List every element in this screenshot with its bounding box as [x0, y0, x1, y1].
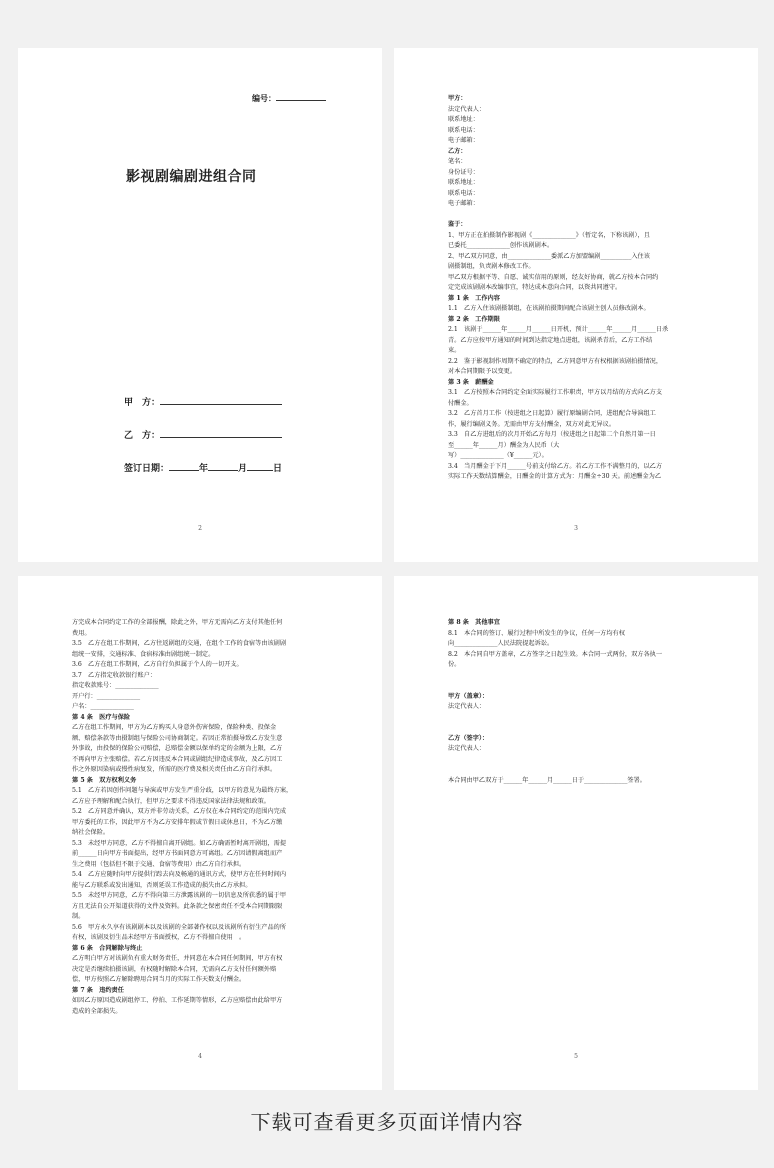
contract-line: 3.7 乙方指定收款银行账户：	[72, 671, 157, 679]
contract-line: 法定代表人：	[448, 745, 486, 752]
page-number: 2	[198, 525, 202, 532]
contract-line: 甲乙双方根据平等、自愿、诚实信用的原则，经友好协商，就乙方按本合同约	[448, 273, 659, 281]
sign-date-line: 签订日期： 年 月 日	[124, 461, 282, 474]
contract-line: 电子邮箱：	[448, 137, 479, 144]
contract-line: 至______年______月）酬金为人民币（大	[448, 441, 560, 449]
party-b-blank	[160, 428, 282, 438]
contract-line: 偿，甲方按照乙方解除聘用合同当月的实际工作天数支付酬金。	[72, 976, 246, 983]
section-heading: 第 8 条 其他事宜	[448, 619, 500, 626]
contract-line: 3.4 当月酬金于下月______号前支付给乙方。若乙方工作不满整月的，以乙方	[448, 462, 663, 470]
contract-line: 5.2 乙方同意并确认，双方并非劳动关系，乙方仅在本合同约定的范围内完成	[72, 808, 287, 815]
section-heading: 第 6 条 合同解除与终止	[72, 944, 143, 952]
contract-line: 2.1 该剧于______年______月______日开机，预计______年______月______日杀	[448, 326, 669, 333]
cover-page	[18, 48, 382, 562]
contract-line: 5.4 乙方应随时向甲方提供行踪去向及畅通的通讯方式，使甲方在任何时间内	[72, 871, 287, 878]
section-heading: 第 1 条 工作内容	[448, 294, 500, 302]
contract-line: 向______________人民法院提起诉讼。	[448, 640, 554, 647]
contract-line: 付酬金。	[448, 399, 473, 407]
contract-line: 纳社会保险。	[72, 829, 110, 836]
contract-line: 乙方明白甲方对该剧负有重大财务责任，并同意在本合同任何期间，甲方有权	[72, 955, 283, 962]
contract-title: 影视剧编剧进组合同	[126, 169, 257, 185]
contract-line: 写）______________（¥______元）。	[448, 452, 548, 459]
contract-line: 作之外原因染病或慢性病复发，所需的医疗费及相关责任由乙方自行承担。	[72, 766, 277, 773]
contract-line	[448, 765, 712, 776]
contract-line: 乙方应予理解和配合执行，但甲方之要求不得违反国家法律法规和政策。	[72, 797, 270, 805]
page-number: 5	[574, 1053, 578, 1060]
contract-line	[448, 210, 712, 221]
contract-line: 身份证号：	[448, 168, 479, 176]
contract-page-4	[18, 576, 382, 1090]
contract-line: 联系地址：	[448, 179, 479, 186]
contract-line: 剧摄制组，负责剧本修改工作。	[448, 263, 535, 270]
contract-line: 如因乙方原因造成剧组停工、停拍、工作延期等情形，乙方应赔偿由此给甲方	[72, 997, 283, 1004]
contract-line: 3.6 乙方在组工作期间，乙方自行负担属于个人的一切开支。	[72, 661, 243, 668]
contract-line: 方且无法自公开渠道获得的文件及资料。此条款之保密责任不受本合同期限限	[72, 902, 283, 910]
contract-page-3	[394, 48, 758, 562]
contract-line: 2.2 鉴于影视制作周期不确定的特点，乙方同意甲方有权根据该剧拍摄情况，	[448, 357, 663, 365]
section-heading: 第 7 条 违约责任	[72, 986, 124, 994]
contract-line: 5.6 甲方永久享有该剧剧本以及该剧的全部著作权以及该剧所有衍生产品的所	[72, 923, 287, 931]
section-heading: 乙方：	[448, 147, 467, 155]
contract-line: 外事故，由投保的保险公司赔偿，总赔偿金额以保单约定的金额为上限，乙方	[72, 745, 283, 752]
contract-line: 法定代表人：	[448, 703, 486, 710]
page-3-body	[448, 94, 712, 483]
contract-line: 乙方在组工作期间，甲方为乙方购买人身意外伤害保险，保险种类、投保金	[72, 724, 277, 731]
number-blank	[276, 94, 326, 101]
contract-line: 方完成本合同约定工作的全部报酬，除此之外，甲方无需向乙方支付其他任何	[72, 619, 283, 626]
contract-line	[448, 681, 712, 692]
contract-page-5	[394, 576, 758, 1090]
contract-line: 不再向甲方主张赔偿。若乙方因违反本合同或剧组纪律造成事故，及乙方因工	[72, 755, 283, 763]
contract-line: 1、甲方正在拍摄制作影视剧《______________》（暂定名，下称该剧），且	[448, 231, 650, 239]
contract-line: 2、甲乙双方同意，由______________委派乙方加盟编剧__________入住该	[448, 252, 650, 260]
contract-line: 青。乙方应按甲方通知的时间到达指定地点进组，该剧杀青后，乙方工作结	[448, 336, 653, 344]
section-heading: 甲方：	[448, 95, 467, 102]
contract-line: 笔名：	[448, 158, 467, 165]
contract-line: 组统一安排，交通标准、食宿标准由剧组统一制定。	[72, 650, 215, 658]
contract-line: 5.3 未经甲方同意，乙方不得擅自离开剧组。如乙方确需暂时离开剧组，需提	[72, 839, 287, 847]
contract-line: 3.5 乙方在组工作期间，乙方往返剧组的交通，在组个工作的食宿等由该剧剧	[72, 640, 287, 647]
contract-line: 3.3 自乙方进组后的次月开始乙方每月（按进组之日起第二个自然月第一日	[448, 431, 656, 438]
contract-line: 户名：______________	[72, 703, 134, 710]
contract-line: 造成的全部损失。	[72, 1007, 122, 1015]
contract-line: 定完成该剧剧本改编事宜，特达成本意向合同，以资共同遵守。	[448, 284, 622, 291]
contract-line: 制。	[72, 913, 85, 920]
contract-line: 本合同由甲乙双方于______年______月______日于______________签署。	[448, 776, 646, 784]
party-b-line: 乙 方：	[124, 428, 282, 441]
contract-line: 3.2 乙方首月工作（按进组之日起算）履行原编剧合同，进组配合导演组工	[448, 410, 656, 417]
contract-line: 有权，该剧及衍生品未经甲方书面授权，乙方不得擅自使用 。	[72, 934, 246, 941]
contract-line: 实际工作天数结算酬金，日酬金的计算方式为：月酬金÷30 天。前述酬金为乙	[448, 473, 662, 480]
page-4-body	[72, 618, 336, 1017]
contract-line: 法定代表人：	[448, 105, 486, 113]
contract-line: 作，履行编剧义务。无需由甲方支付酬金，双方对此无异议。	[448, 420, 616, 428]
contract-line: 费用。	[72, 629, 91, 637]
contract-line: 甲方委托的工作，因此甲方不为乙方安排年假或节假日或休息日，不为乙方缴	[72, 818, 283, 826]
contract-line: 开户行：______________	[72, 692, 141, 700]
section-heading: 鉴于：	[448, 221, 467, 228]
section-heading: 第 3 条 薪酬金	[448, 378, 494, 386]
contract-line: 额、赔偿条款等由摄制组与保险公司协商制定。若因正常拍摄导致乙方发生意	[72, 734, 283, 742]
contract-line	[448, 713, 712, 724]
contract-line: 前______日向甲方书面提出，经甲方书面同意方可离组。乙方因请假离组而产	[72, 850, 283, 857]
section-heading: 第 5 条 双方权利义务	[72, 776, 137, 784]
contract-number: 编号：	[252, 93, 326, 104]
download-more-link[interactable]: 下载可查看更多页面详情内容	[250, 1110, 524, 1134]
page-number: 4	[198, 1053, 202, 1060]
contract-line: 8.2 本合同自甲方盖章，乙方签字之日起生效。本合同一式两份，双方各执一	[448, 650, 663, 658]
party-a-blank	[160, 395, 282, 405]
section-heading: 乙方（签字）：	[448, 734, 489, 742]
contract-line	[448, 723, 712, 734]
contract-line: 联系电话：	[448, 189, 479, 197]
contract-line: 决定是否继续拍摄该剧，有权随时解除本合同，无需向乙方支付任何额外赔	[72, 965, 277, 973]
contract-line: 已委托______________创作该剧剧本。	[448, 242, 554, 249]
contract-line: 对本合同期限予以变更。	[448, 368, 517, 375]
page-number: 3	[574, 525, 578, 532]
section-heading: 甲方（盖章）：	[448, 692, 489, 700]
contract-line: 5.1 乙方若因创作问题与导演或甲方发生严重分歧，以甲方的意见为最终方案，	[72, 787, 293, 794]
contract-line: 联系地址：	[448, 116, 479, 123]
page-5-body	[448, 618, 712, 786]
contract-line: 联系电话：	[448, 126, 479, 134]
contract-line: 份。	[448, 661, 461, 668]
contract-line: 束。	[448, 347, 461, 354]
contract-line: 指定收款账号：______________	[72, 682, 159, 689]
contract-line: 1.1 乙方入住该剧摄制组，在该剧拍摄期间配合该剧主创人员修改剧本。	[448, 305, 650, 312]
party-a-line: 甲 方：	[124, 395, 282, 408]
section-heading: 第 4 条 医疗与保险	[72, 713, 131, 721]
section-heading: 第 2 条 工作期限	[448, 315, 500, 323]
contract-line	[448, 755, 712, 766]
contract-line	[448, 671, 712, 682]
contract-line: 能与乙方联系或发出通知，否则延误工作造成的损失由乙方承担。	[72, 881, 252, 889]
contract-line: 8.1 本合同的签订、履行过程中所发生的争议，任何一方均有权	[448, 629, 625, 637]
contract-line: 电子邮箱：	[448, 200, 479, 207]
contract-line: 5.5 未经甲方同意，乙方不得向第三方泄露该剧的一切信息及所获悉的属于甲	[72, 892, 287, 899]
contract-line: 生之费用（包括但不限于交通、食宿等费用）由乙方自行承担。	[72, 860, 246, 868]
contract-line: 3.1 乙方按照本合同约定全面实际履行工作职责，甲方以月结的方式向乙方支	[448, 389, 663, 396]
